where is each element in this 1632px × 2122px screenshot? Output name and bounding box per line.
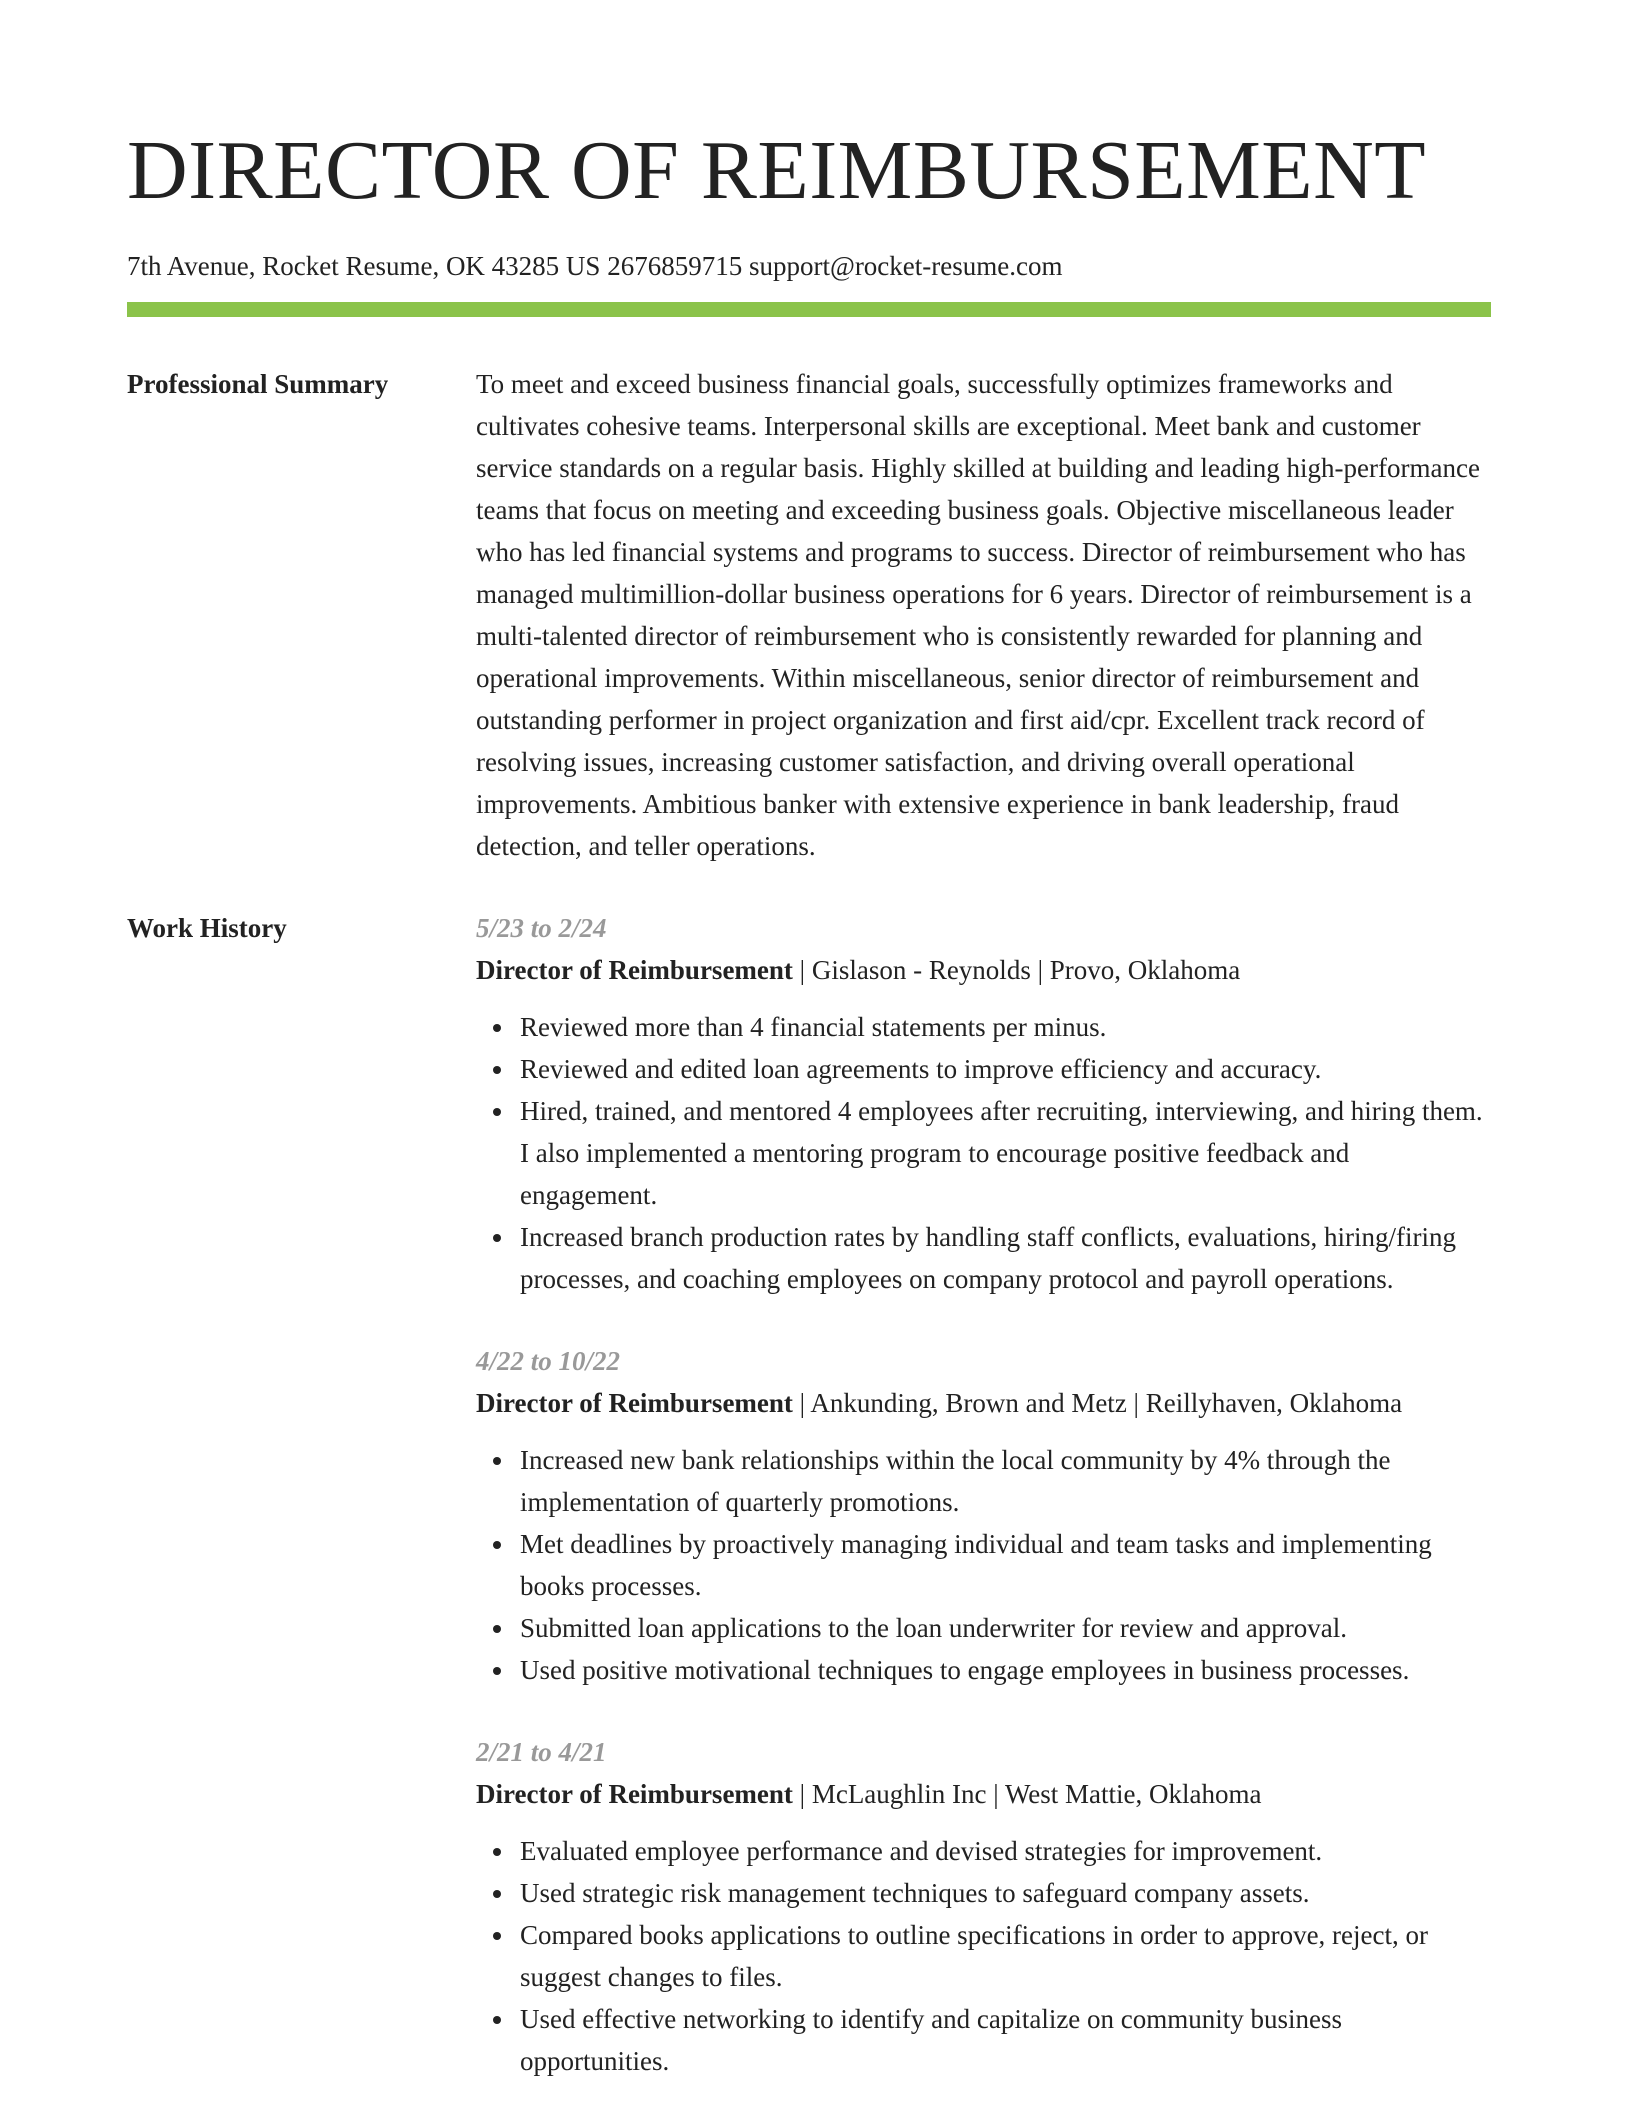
job-entry (476, 907, 1491, 1300)
job-title-line (476, 1773, 1491, 1815)
job-bullet: Compared books applications to outline specifications in order to approve, reject, or suggest changes to files. (520, 1914, 1491, 1998)
job-bullet: Reviewed more than 4 financial statements per minus. (520, 1006, 1491, 1048)
summary-heading: Professional Summary (127, 369, 389, 399)
summary-section (127, 363, 1491, 867)
job-bullet: Hired, trained, and mentored 4 employees after recruiting, interviewing, and hiring them. I also implemented a mentoring program to encourage positive feedback and engagement. (520, 1090, 1491, 1216)
resume-name: DIRECTOR OF REIMBURSEMENT (127, 124, 1427, 217)
job-entry (476, 1340, 1491, 1691)
job-title-line (476, 1382, 1491, 1424)
job-dates: 2/21 to 4/21 (476, 1737, 607, 1767)
contact-line: 7th Avenue, Rocket Resume, OK 43285 US 2676859715 support@rocket-resume.com (127, 251, 1063, 281)
job-bullet: Used positive motivational techniques to engage employees in business processes. (520, 1649, 1491, 1691)
job-employer-location: | McLaughlin Inc | West Mattie, Oklahoma (792, 1779, 1262, 1809)
job-bullet: Evaluated employee performance and devised strategies for improvement. (520, 1830, 1491, 1872)
job-bullet-list (476, 1439, 1491, 1691)
job-title: Director of Reimbursement (476, 1779, 793, 1809)
job-bullet: Used strategic risk management techniques to safeguard company assets. (520, 1872, 1491, 1914)
resume-page (127, 0, 1491, 2122)
summary-body (476, 363, 1491, 867)
work-history-body (476, 907, 1491, 2122)
job-bullet-list (476, 1830, 1491, 2082)
header-divider (127, 302, 1491, 317)
job-dates: 4/22 to 10/22 (476, 1346, 621, 1376)
job-bullet: Reviewed and edited loan agreements to improve efficiency and accuracy. (520, 1048, 1491, 1090)
job-bullet-list (476, 1006, 1491, 1300)
job-title: Director of Reimbursement (476, 955, 793, 985)
job-employer-location: | Ankunding, Brown and Metz | Reillyhaven, Oklahoma (792, 1388, 1403, 1418)
job-dates: 5/23 to 2/24 (476, 913, 607, 943)
job-bullet: Submitted loan applications to the loan underwriter for review and approval. (520, 1607, 1491, 1649)
job-bullet: Increased new bank relationships within the local community by 4% through the implementation of quarterly promotions. (520, 1439, 1491, 1523)
job-title: Director of Reimbursement (476, 1388, 793, 1418)
job-bullet: Met deadlines by proactively managing individual and team tasks and implementing books processes. (520, 1523, 1491, 1607)
job-entry (476, 1731, 1491, 2082)
job-employer-location: | Gislason - Reynolds | Provo, Oklahoma (792, 955, 1241, 985)
job-bullet: Used effective networking to identify and capitalize on community business opportunities. (520, 1998, 1491, 2082)
job-title-line (476, 949, 1491, 991)
summary-text: To meet and exceed business financial goals, successfully optimizes frameworks and cultivates cohesive teams. Interpersonal skills are exceptional. Meet bank and customer service standards on a regular basis. Highly skilled at building and leading high-performance teams that focus on meeting and exceeding business goals. Objective miscellaneous leader who has led financial systems and programs to success. Director of reimbursement who has managed multimillion-dollar business operations for 6 years. Director of reimbursement is a multi-talented director of reimbursement who is consistently rewarded for planning and operational improvements. Within miscellaneous, senior director of reimbursement and outstanding performer in project organization and first aid/cpr. Excellent track record of resolving issues, increasing customer satisfaction, and driving overall operational improvements. Ambitious banker with extensive experience in bank leadership, fraud detection, and teller operations. (476, 369, 1480, 861)
job-bullet: Increased branch production rates by handling staff conflicts, evaluations, hiring/firing processes, and coaching employees on company protocol and payroll operations. (520, 1216, 1491, 1300)
work-history-section (127, 907, 1491, 2122)
work-history-heading: Work History (127, 913, 287, 943)
